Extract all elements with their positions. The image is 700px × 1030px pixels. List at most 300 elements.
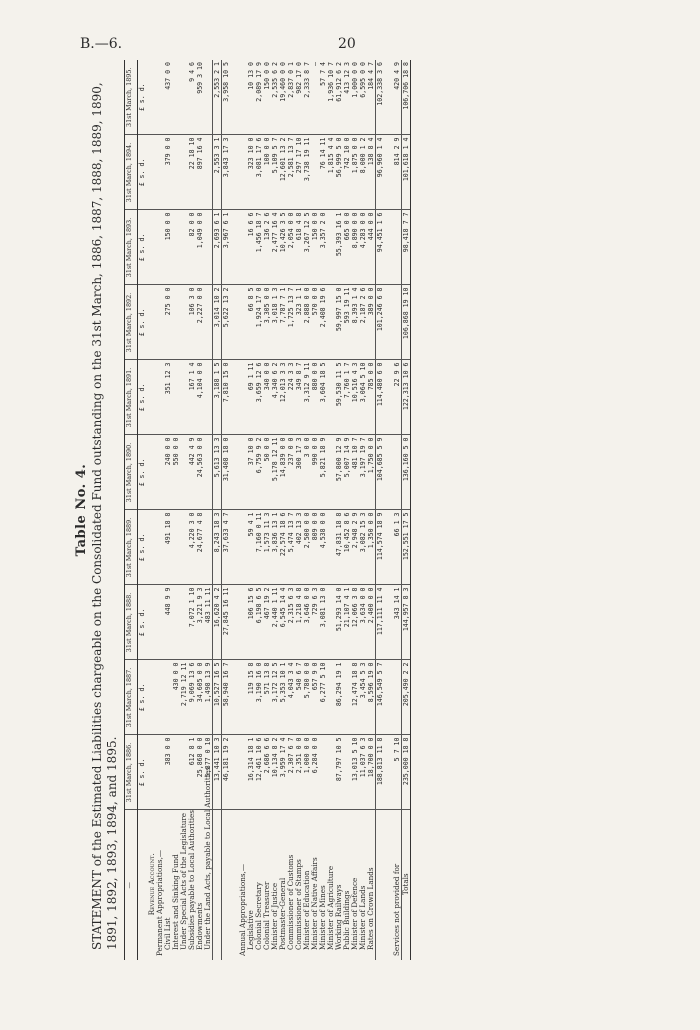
spacer-cell — [384, 135, 393, 210]
table-cell — [172, 360, 180, 435]
table-cell: 104,685 5 9 — [376, 435, 385, 510]
table-cell: 51,293 14 0 — [335, 585, 343, 660]
row-label: Revenue Account. — [147, 853, 156, 916]
table-cell: 18,700 0 0 — [367, 735, 376, 810]
table-cell: 57,800 12 9 — [335, 435, 343, 510]
table-cell: 2,719 12 11 — [180, 660, 188, 735]
table-cell: 3,081 13 0 — [319, 585, 327, 660]
table-cell — [239, 435, 247, 510]
unit-row — [138, 60, 149, 960]
table-cell — [172, 510, 180, 585]
table-cell: 57 7 4 — [319, 60, 327, 135]
unit-cell: £ s. d. — [138, 60, 149, 135]
table-cell: 167 1 4 — [188, 360, 196, 435]
table-cell: 12,474 18 8 — [351, 660, 359, 735]
table-cell: 323 1 1 — [295, 285, 303, 360]
table-cell: 16 6 6 — [247, 210, 255, 285]
table-cell: 570 0 0 — [311, 285, 319, 360]
row-label: Minister of Education — [302, 870, 311, 950]
table-cell: 349 8 7 — [295, 360, 303, 435]
table-cell: 96,960 1 4 — [376, 135, 385, 210]
table-cell — [180, 360, 188, 435]
table-cell: 12,066 3 8 — [351, 585, 359, 660]
table-cell — [327, 585, 335, 660]
unit-cell: £ s. d. — [138, 660, 149, 735]
table-cell: 300 17 3 — [295, 435, 303, 510]
table-cell: 25,868 0 0 — [196, 735, 204, 810]
table-cell: 3,959 17 4 — [279, 735, 287, 810]
table-cell: 389 0 0 — [367, 285, 376, 360]
table-cell — [239, 360, 247, 435]
table-cell: 22 9 6 — [393, 360, 402, 435]
table-cell: 5,474 13 7 — [287, 510, 295, 585]
unit-cell: £ s. d. — [138, 135, 149, 210]
table-cell: 46,181 19 2 — [222, 735, 231, 810]
table-cell: 383 0 0 — [164, 735, 172, 810]
table-cell: 657 9 0 — [311, 660, 319, 735]
table-cell: 10,426 3 5 — [279, 210, 287, 285]
table-cell: 4,340 6 2 — [271, 360, 279, 435]
table-cell: 959 3 10 — [196, 60, 204, 135]
spacer-cell — [230, 60, 239, 135]
table-cell: 2,089 17 9 — [255, 60, 263, 135]
table-cell: 5,877 0 10 — [204, 735, 213, 810]
table-cell: 8,393 1 4 — [351, 285, 359, 360]
table-cell: 100 0 0 — [263, 135, 271, 210]
table-cell: 3,659 12 6 — [255, 360, 263, 435]
header-label-column: — — [125, 810, 138, 960]
table-cell: 14,839 0 0 — [279, 435, 287, 510]
table-cell: 323 10 0 — [247, 135, 255, 210]
table-cell: 2,307 6 7 — [287, 735, 295, 810]
table-cell — [239, 135, 247, 210]
table-cell: 1,456 18 7 — [255, 210, 263, 285]
table-cell: 467 19 2 — [263, 585, 271, 660]
table-cell: 8,890 0 0 — [351, 210, 359, 285]
row-label: Interest and Sinking Fund — [171, 854, 180, 950]
table-cell: 2,693 6 1 — [213, 210, 222, 285]
table-cell: 61,912 6 2 — [335, 60, 343, 135]
table-cell — [148, 60, 156, 135]
table-cell: 2,581 13 7 — [287, 135, 295, 210]
table-cell: 2,440 1 11 — [271, 585, 279, 660]
table-cell: 665 0 0 — [343, 210, 351, 285]
table-cell: 3,958 10 5 — [222, 60, 231, 135]
table-cell: 59,530 11 5 — [335, 360, 343, 435]
table-cell — [239, 585, 247, 660]
spacer-cell — [230, 435, 239, 510]
table-cell: 2,227 0 0 — [196, 285, 204, 360]
table-cell: 1,924 17 0 — [255, 285, 263, 360]
table-cell: 58,940 16 7 — [222, 660, 231, 735]
table-cell — [327, 735, 335, 810]
table-cell: 483 11 11 — [204, 585, 213, 660]
table-cell: 237 0 0 — [287, 435, 295, 510]
table-cell: 27,845 16 11 — [222, 585, 231, 660]
table-cell: 275 0 0 — [164, 285, 172, 360]
table-cell: 106,706 18 8 — [402, 60, 411, 135]
table-cell: 5,821 18 9 — [319, 435, 327, 510]
table-cell — [148, 135, 156, 210]
table-cell: 184 4 7 — [367, 60, 376, 135]
table-cell: 150 0 0 — [263, 60, 271, 135]
table-number: Table No. 4. — [74, 463, 89, 557]
table-cell: 122,313 10 6 — [402, 360, 411, 435]
table-cell — [172, 585, 180, 660]
table-cell: 2,187 2 6 — [359, 285, 367, 360]
table-cell — [239, 60, 247, 135]
table-row — [335, 60, 343, 960]
table-cell: 444 0 0 — [367, 210, 376, 285]
table-cell — [393, 435, 402, 510]
column-header: 31st March, 1895. — [125, 60, 138, 135]
table-cell — [393, 210, 402, 285]
table-cell — [239, 735, 247, 810]
table-cell: 66 1 3 — [393, 510, 402, 585]
table-row — [393, 60, 402, 960]
table-cell: 2,351 0 0 — [295, 735, 303, 810]
table-cell: 22 18 10 — [188, 135, 196, 210]
spacer-cell — [230, 660, 239, 735]
table-cell: 1,725 13 7 — [287, 285, 295, 360]
table-cell — [156, 510, 164, 585]
table-cell: 2,315 6 3 — [287, 585, 295, 660]
row-label: Permanent Appropriations,— — [155, 849, 164, 956]
column-header: 31st March, 1886. — [125, 735, 138, 810]
table-cell: 491 18 8 — [164, 510, 172, 585]
row-label — [222, 810, 231, 960]
page-number: 20 — [338, 36, 356, 52]
spacer-cell — [230, 510, 239, 585]
table-cell: 3,018 1 3 — [271, 285, 279, 360]
table-cell: 3 0 0 — [303, 435, 311, 510]
table-cell: 101,618 1 4 — [402, 135, 411, 210]
spacer-cell — [384, 435, 393, 510]
table-cell: 94,451 1 6 — [376, 210, 385, 285]
spacer-cell — [384, 285, 393, 360]
table-cell: 880 0 0 — [311, 360, 319, 435]
table-row — [239, 60, 247, 960]
table-cell: 3,454 5 3 — [359, 660, 367, 735]
table-cell: 5,780 0 0 — [303, 660, 311, 735]
row-label: Minister of Native Affairs — [310, 857, 319, 950]
table-cell: 7,160 0 11 — [255, 510, 263, 585]
table-row — [247, 60, 255, 960]
table-cell: 5 7 10 — [393, 735, 402, 810]
table-cell: 21,107 4 1 — [343, 585, 351, 660]
column-header: 31st March, 1892. — [125, 285, 138, 360]
table-cell: 3,646 0 0 — [303, 585, 311, 660]
table-cell: 809 0 0 — [311, 510, 319, 585]
table-cell: 2,500 0 0 — [303, 510, 311, 585]
table-cell: 2,888 0 0 — [303, 285, 311, 360]
table-cell: 3,172 12 5 — [271, 660, 279, 735]
table-cell — [148, 510, 156, 585]
table-cell: 379 0 0 — [164, 135, 172, 210]
table-row — [343, 60, 351, 960]
table-cell: 8,596 19 0 — [367, 660, 376, 735]
table-cell — [204, 60, 213, 135]
table-cell — [180, 585, 188, 660]
table-cell: 1,218 4 8 — [295, 585, 303, 660]
table-cell — [148, 735, 156, 810]
table-cell: 3,357 2 0 — [319, 210, 327, 285]
table-cell: 240 0 0 — [164, 435, 172, 510]
table-cell: 540 6 7 — [295, 660, 303, 735]
row-label: Postmaster-General — [278, 877, 287, 950]
table-cell: 31,408 18 0 — [222, 435, 231, 510]
table-cell: 7,072 1 10 — [188, 585, 196, 660]
table-cell: 2,553 2 1 — [213, 60, 222, 135]
table-row — [255, 60, 263, 960]
table-cell: 19,460 0 0 — [279, 60, 287, 135]
column-header: 31st March, 1894. — [125, 135, 138, 210]
row-label: Under Special Acts of the Legislature — [179, 812, 188, 950]
table-cell: 188,813 11 8 — [376, 735, 385, 810]
row-label: Endowments — [195, 902, 204, 950]
unit-cell: £ s. d. — [138, 360, 149, 435]
table-cell: 343 14 1 — [393, 585, 402, 660]
table-cell: 66 8 5 — [247, 285, 255, 360]
table-cell — [393, 660, 402, 735]
subtotal-row — [376, 60, 385, 960]
table-cell: 6,595 0 0 — [359, 60, 367, 135]
table-cell — [239, 660, 247, 735]
table-cell — [327, 435, 335, 510]
table-cell: 2,948 2 9 — [351, 510, 359, 585]
table-cell — [327, 285, 335, 360]
table-cell: 37 10 0 — [247, 435, 255, 510]
table-cell: 612 8 1 — [188, 735, 196, 810]
table-cell: 3,064 5 10 — [359, 360, 367, 435]
table-cell — [148, 435, 156, 510]
table-cell: 4,538 0 0 — [319, 510, 327, 585]
spacer-cell — [230, 210, 239, 285]
table-cell — [148, 210, 156, 285]
table-cell: 3,197 19 7 — [359, 435, 367, 510]
table-row — [311, 60, 319, 960]
table-cell: 10 13 0 — [247, 60, 255, 135]
table-cell: 76 14 11 — [319, 135, 327, 210]
table-cell: 101,246 6 8 — [376, 285, 385, 360]
table-row — [351, 60, 359, 960]
table-cell: 138 8 4 — [367, 135, 376, 210]
table-cell: 2,837 0 1 — [287, 60, 295, 135]
spacer-cell — [384, 60, 393, 135]
subtotal-row — [222, 60, 231, 960]
spacer-row — [384, 60, 393, 960]
table-cell — [156, 60, 164, 135]
table-cell: 144,957 8 3 — [402, 585, 411, 660]
table-cell: 9,069 13 6 — [188, 660, 196, 735]
table-cell: 2,477 16 4 — [271, 210, 279, 285]
table-cell: 742 10 0 — [343, 135, 351, 210]
table-cell: 351 12 3 — [164, 360, 172, 435]
unit-cell: £ s. d. — [138, 435, 149, 510]
table-cell — [204, 435, 213, 510]
table-cell: 12,601 13 2 — [279, 135, 287, 210]
row-label: Rates on Crown Lands — [366, 867, 375, 950]
rotated-table-block — [74, 60, 674, 960]
table-cell: 1,049 0 0 — [196, 210, 204, 285]
table-cell: 785 0 0 — [367, 360, 376, 435]
table-cell: 2,054 0 0 — [287, 210, 295, 285]
table-cell: 86,294 19 1 — [335, 660, 343, 735]
row-label: Commissioner of Customs — [286, 854, 295, 950]
table-cell: 7,810 15 0 — [222, 360, 231, 435]
table-cell: 50 0 0 — [263, 435, 271, 510]
row-label: Commissioner of Stamps — [294, 859, 303, 950]
table-cell: 897 16 4 — [196, 135, 204, 210]
table-row — [271, 60, 279, 960]
table-cell — [156, 135, 164, 210]
table-cell — [180, 135, 188, 210]
spacer-cell — [384, 660, 393, 735]
table-cell — [156, 660, 164, 735]
table-row — [359, 60, 367, 960]
row-label: Public Buildings — [342, 890, 351, 950]
table-caption — [74, 60, 120, 960]
table-cell — [148, 585, 156, 660]
table-cell — [393, 285, 402, 360]
table-cell: 3,843 17 3 — [222, 135, 231, 210]
table-cell: 1,750 0 0 — [367, 435, 376, 510]
table-cell: 10,134 8 2 — [271, 735, 279, 810]
table-cell: 1,875 0 0 — [351, 135, 359, 210]
spacer-cell — [230, 285, 239, 360]
spacer-cell — [384, 360, 393, 435]
table-cell: 7,760 1 7 — [343, 360, 351, 435]
table-row — [367, 60, 376, 960]
table-cell: 16,620 4 2 — [213, 585, 222, 660]
table-cell: 3,604 18 5 — [319, 360, 327, 435]
spacer-cell — [230, 585, 239, 660]
table-cell: 1,350 0 0 — [367, 510, 376, 585]
totals-row — [402, 60, 411, 960]
table-cell: 3,836 13 1 — [271, 510, 279, 585]
table-cell: 2,333 8 7 — [303, 60, 311, 135]
table-cell: 6,198 6 5 — [255, 585, 263, 660]
table-cell — [148, 285, 156, 360]
spacer-cell — [384, 210, 393, 285]
table-cell: 205,490 2 2 — [402, 660, 411, 735]
table-cell: 1,000 0 0 — [303, 735, 311, 810]
table-cell: 5,622 13 2 — [222, 285, 231, 360]
table-cell: 34,605 0 0 — [196, 660, 204, 735]
table-cell — [204, 360, 213, 435]
table-cell: 4,104 0 0 — [196, 360, 204, 435]
table-cell: 982 17 0 — [295, 60, 303, 135]
table-cell — [180, 735, 188, 810]
table-cell — [156, 210, 164, 285]
table-cell: 6,284 0 0 — [311, 735, 319, 810]
spacer-cell — [384, 585, 393, 660]
row-label: Subsidies payable to Local Authorities — [187, 810, 196, 950]
table-cell: 119 15 8 — [247, 660, 255, 735]
table-cell: 2,535 6 2 — [271, 60, 279, 135]
table-cell: 87,797 10 5 — [335, 735, 343, 810]
row-label: Services not provided for — [392, 863, 401, 956]
table-cell: 550 0 0 — [172, 435, 180, 510]
table-cell: 13,013 5 10 — [351, 735, 359, 810]
unit-cell: £ s. d. — [138, 210, 149, 285]
table-cell — [156, 435, 164, 510]
table-row — [295, 60, 303, 960]
table-cell: 10,452 8 6 — [343, 510, 351, 585]
table-cell — [327, 360, 335, 435]
table-cell — [204, 285, 213, 360]
table-row — [188, 60, 196, 960]
table-row — [279, 60, 287, 960]
table-cell: 98,418 7 7 — [402, 210, 411, 285]
table-row — [148, 60, 156, 960]
row-label — [376, 810, 385, 960]
table-cell — [156, 285, 164, 360]
unit-cell: £ s. d. — [138, 585, 149, 660]
table-cell — [239, 210, 247, 285]
table-cell: 11,037 6 3 — [359, 735, 367, 810]
table-cell: — — [311, 60, 319, 135]
column-header: 31st March, 1890. — [125, 435, 138, 510]
table-cell: 2,408 19 6 — [319, 285, 327, 360]
table-row — [156, 60, 164, 960]
row-label: Minister of Lands — [358, 885, 367, 950]
table-cell: 1,573 11 3 — [263, 510, 271, 585]
table-cell: 152,551 17 5 — [402, 510, 411, 585]
table-cell — [164, 660, 172, 735]
table-row — [287, 60, 295, 960]
table-cell: 8,000 1 2 — [359, 135, 367, 210]
table-cell: 340 0 0 — [263, 360, 271, 435]
table-cell: 5,613 13 3 — [213, 435, 222, 510]
row-label: Working Railways — [334, 884, 343, 950]
table-cell: 12,461 10 6 — [255, 735, 263, 810]
row-label: Annual Appropriations,— — [238, 863, 247, 956]
table-cell — [327, 660, 335, 735]
table-cell: 8,243 18 3 — [213, 510, 222, 585]
table-cell: 6,759 9 2 — [255, 435, 263, 510]
table-cell: 9 4 6 — [188, 60, 196, 135]
table-cell — [156, 585, 164, 660]
table-cell: 55,393 16 1 — [335, 210, 343, 285]
table-cell: 420 4 9 — [393, 60, 402, 135]
table-cell: 82 0 0 — [188, 210, 196, 285]
table-cell — [180, 60, 188, 135]
table-cell: 5,353 10 1 — [279, 660, 287, 735]
table-cell: 24,677 4 8 — [196, 510, 204, 585]
table-cell: 106,868 19 10 — [402, 285, 411, 360]
table-cell: 3,967 6 1 — [222, 210, 231, 285]
table-cell: 3,305 0 0 — [263, 285, 271, 360]
table-row — [263, 60, 271, 960]
table-cell: 297 17 10 — [295, 135, 303, 210]
table-cell — [172, 285, 180, 360]
table-cell: 571 13 8 — [263, 660, 271, 735]
row-label: Civil List — [163, 917, 172, 950]
table-cell: 618 4 8 — [295, 210, 303, 285]
table-cell: 2,553 3 1 — [213, 135, 222, 210]
table-cell: 3,082 15 3 — [359, 510, 367, 585]
table-cell: 235,000 18 8 — [402, 735, 411, 810]
table-cell: 3,634 0 0 — [359, 585, 367, 660]
table-cell — [156, 735, 164, 810]
table-cell — [172, 735, 180, 810]
table-cell — [311, 135, 319, 210]
spacer-cell — [230, 135, 239, 210]
table-cell: 10,527 16 5 — [213, 660, 222, 735]
table-cell: 437 0 0 — [164, 60, 172, 135]
table-cell — [204, 210, 213, 285]
